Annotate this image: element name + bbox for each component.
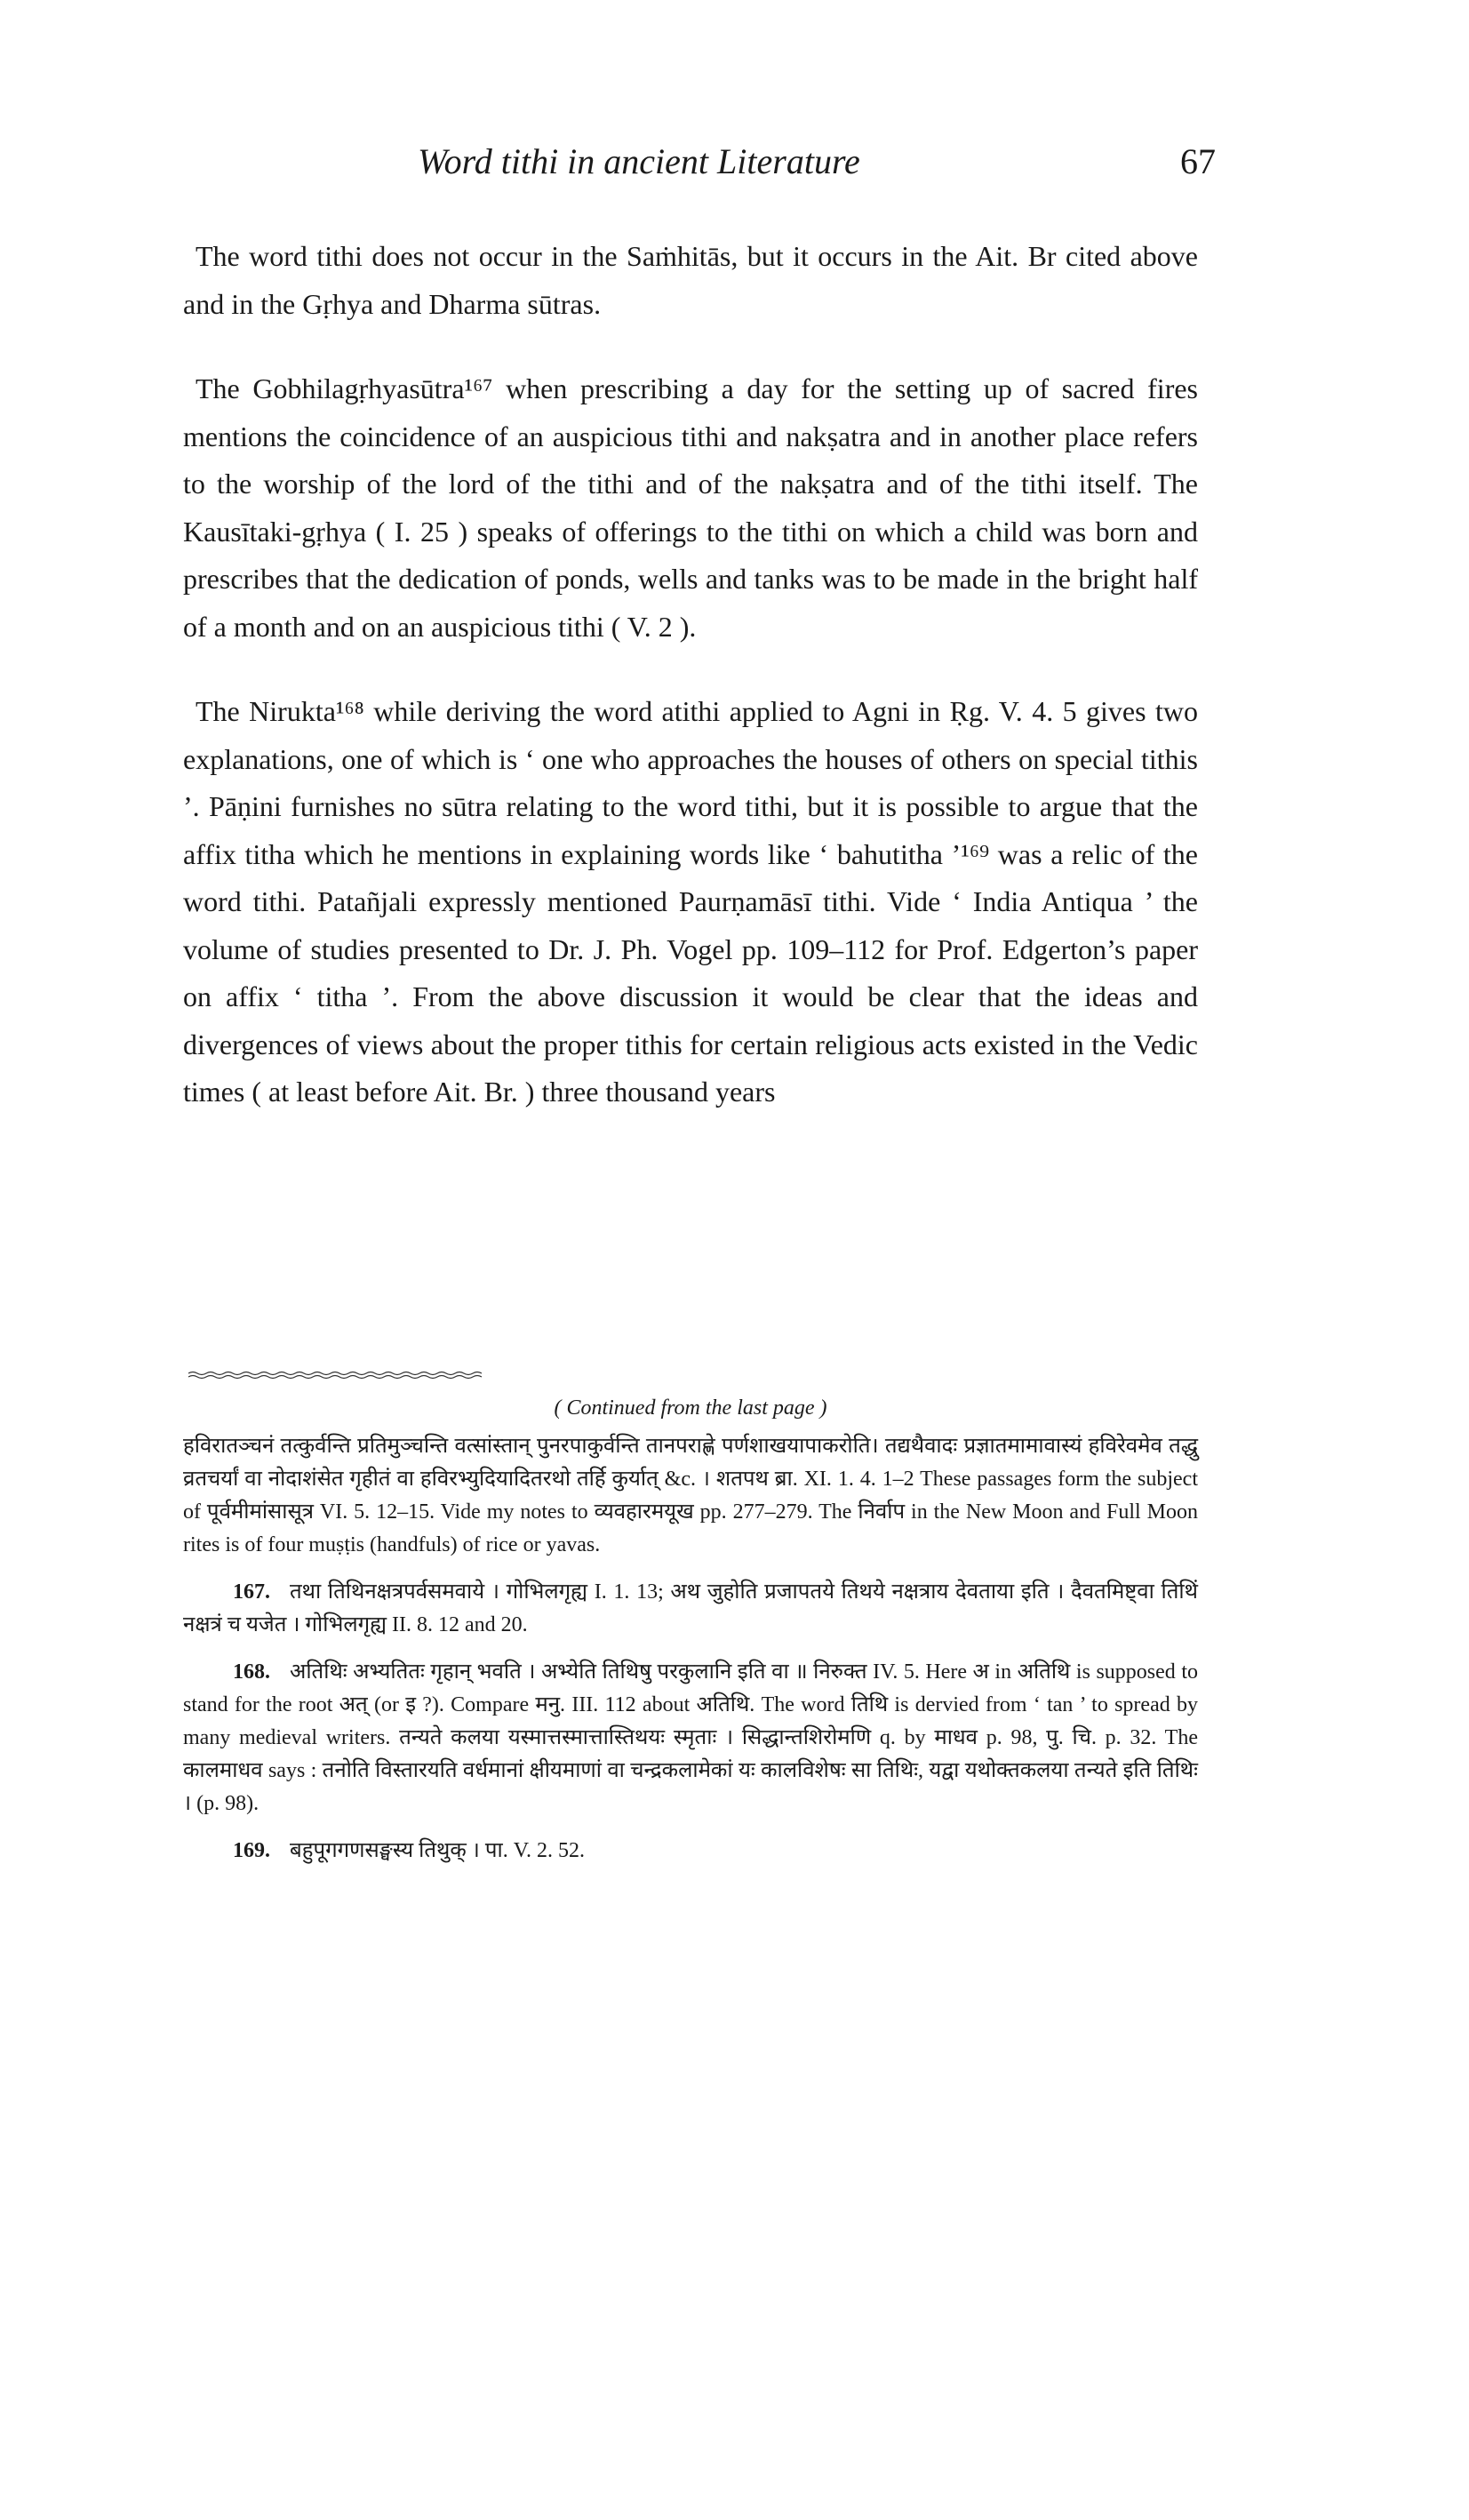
footnote-continued-label: ( Continued from the last page ) — [554, 1396, 827, 1420]
paragraph-gobhila-grhyasutra: The Gobhilagṛhyasūtra¹⁶⁷ when prescribing a day for the setting up of sacred fires mentions the coincidence of an auspicious tithi and nakṣatra and in another place refers to the worship of the lord of the tithi and of the nakṣatra and of the tithi itself. The Kausītaki-gṛhya ( I. 25 ) speaks of offerings to the tithi on which a child was born and prescribes that the dedication of ponds, wells and tanks was to be made in the bright half of a month and on an auspicious tithi ( V. 2 ). — [183, 372, 1198, 643]
footnote-number: 169. — [233, 1839, 270, 1862]
footnote-168 — [183, 1656, 1198, 1820]
paragraph-tithi-occurrence: The word tithi does not occur in the Saṁhitās, but it occurs in the Ait. Br cited above and in the Gṛhya and Dharma sūtras. — [183, 240, 1198, 320]
footnote-continued-text: हविरातञ्चनं तत्कुर्वन्ति प्रतिमुञ्चन्ति वत्सांस्तान् पुनरपाकुर्वन्ति तानपराह्णे पर्णशाखयापाकरोति। तद्यथैवादः प्रज्ञातमामावास्यं हविरेवमेव तद्धु व्रतचर्यां वा नोदाशंसेत गृहीतं वा हविरभ्युदियादितरथो तर्हि कुर्यात् &c. । शतपथ ब्रा. XI. 1. 4. 1–2 These passages form the subject of पूर्वमीमांसासूत्र VI. 5. 12–15. Vide my notes to व्यवहारमयूख pp. 277–279. The निर्वाप in the New Moon and Full Moon rites is of four muṣṭis (handfuls) of rice or yavas. — [183, 1435, 1198, 1556]
running-title: Word tithi in ancient Literature — [418, 141, 860, 181]
body-text — [183, 233, 1198, 1116]
footnote-separator-rule — [188, 1371, 482, 1380]
footnote-text: तथा तिथिनक्षत्रपर्वसमवाये । गोभिलगृह्य I. 1. 13; अथ जुहोति प्रजापतये तिथये नक्षत्राय देवताया इति । दैवतमिष्ट्वा तिथिं नक्षत्रं च यजेत । गोभिलगृह्य II. 8. 12 and 20. — [183, 1580, 1198, 1636]
footnote-number: 168. — [233, 1660, 270, 1684]
footnote-169 — [183, 1835, 1198, 1868]
footnote-text: बहुपूगगणसङ्घस्य तिथुक् । पा. V. 2. 52. — [290, 1839, 585, 1862]
page-header — [178, 140, 1226, 194]
footnotes — [183, 1392, 1198, 1868]
footnote-167 — [183, 1576, 1198, 1642]
footnote-number: 167. — [233, 1580, 270, 1604]
paragraph-nirukta: The Nirukta¹⁶⁸ while deriving the word atithi applied to Agni in Ṛg. V. 4. 5 gives two explanations, one of which is ‘ one who approaches the houses of others on special tithis ’. Pāṇini furnishes no sūtra relating to the word tithi, but it is possible to argue that the affix titha which he mentions in explaining words like ‘ bahutitha ’¹⁶⁹ was a relic of the word tithi. Patañjali expressly mentioned Paurṇamāsī tithi. Vide ‘ India Antiqua ’ the volume of studies presented to Dr. J. Ph. Vogel pp. 109–112 for Prof. Edgerton’s paper on affix ‘ titha ’. From the above discussion it would be clear that the ideas and divergences of views about the proper tithis for certain religious acts existed in the Vedic times ( at least before Ait. Br. ) three thousand years — [183, 695, 1198, 1108]
page-number: 67 — [1180, 141, 1216, 181]
footnote-text: अतिथिः अभ्यतितः गृहान् भवति । अभ्येति तिथिषु परकुलानि इति वा ॥ निरुक्त IV. 5. Here अ in अतिथि is supposed to stand for the root अत् (or इ ?). Compare मनु. III. 112 about अतिथि. The word तिथि is dervied from ‘ tan ’ to spread by many medieval writers. तन्यते कलया यस्मात्तस्मात्तास्तिथयः स्मृताः । सिद्धान्तशिरोमणि q. by माधव p. 98, पु. चि. p. 32. The कालमाधव says : तनोति विस्तारयति वर्धमानां क्षीयमाणां वा चन्द्रकलामेकां यः कालविशेषः सा तिथिः, यद्वा यथोक्तकलया तन्यते इति तिथिः । (p. 98). — [183, 1660, 1198, 1815]
